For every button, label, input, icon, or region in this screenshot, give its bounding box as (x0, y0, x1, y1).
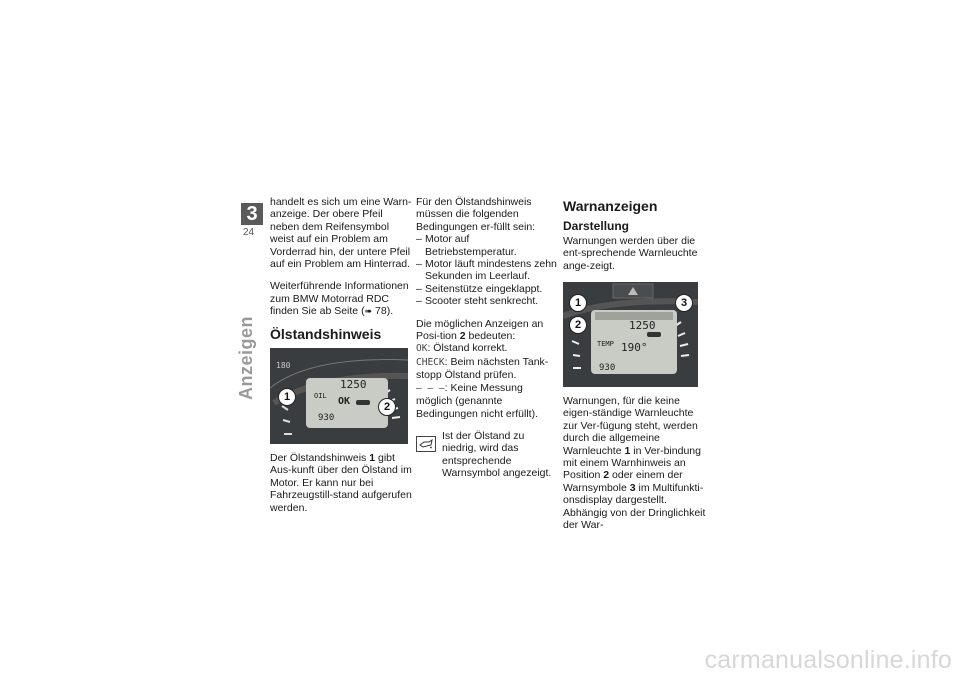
oil-can-icon (356, 400, 370, 405)
display-meaning-intro: Die möglichen Anzeigen an Posi-tion 2 bedeuten: (416, 317, 544, 343)
warnings-intro: Warnungen werden über die ent-sprechende Warnleuchte ange-zeigt. (563, 234, 698, 272)
lcd-temp-label: TEMP (597, 340, 614, 349)
section-heading-oil-level: Ölstandshinweis (270, 325, 382, 342)
page-reference-arrow-icon: ➠ (364, 306, 373, 317)
oil-can-icon (647, 332, 661, 337)
column-2 (416, 196, 561, 480)
watermark: carmanualsonline.info (704, 646, 952, 674)
lcd-odometer: 930 (318, 413, 335, 424)
oil-level-dashboard-figure (270, 348, 408, 444)
list-item: – Motor auf Betriebstemperatur. (416, 233, 561, 258)
lcd-ok-value: OK (338, 396, 351, 408)
conditions-intro: Für den Ölstandshinweis müssen die folgenden Bedingungen er-füllt sein: (416, 196, 536, 233)
list-item: – Scooter steht senkrecht. (416, 295, 561, 307)
callout-2: 2 (378, 398, 396, 416)
chapter-number: 3 (241, 203, 263, 225)
lcd-oil-label: OIL (314, 392, 327, 401)
warnings-description: Warnungen, für die keine eigen-ständige Warnleuchte zur Ver-fügung steht, werden durch die allgemeine Warnleuchte 1 in Ver-bindung mit einem Warnhinweis an Position 2 oder einem der Warnsymbole 3 im Multifunkti-onsdisplay dargestellt. Abhängig von der Dringlichkeit der War- (563, 395, 706, 532)
page-number: 24 (243, 227, 255, 238)
meaning-check: CHECK: Beim nächsten Tank-stopp Ölstand prüfen. (416, 355, 549, 382)
rdc-reference-paragraph: Weiterführende Informationen zum BMW Motorrad RDC finden Sie ab Seite (➠ 78). (270, 280, 409, 318)
callout-1: 1 (278, 388, 296, 406)
rdc-warning-paragraph: handelt es sich um eine Warn-anzeige. Der obere Pfeil neben dem Reifensymbol weist auf ein Problem am Vorderrad hin, der untere Pfeil auf ein Problem am Hinterrad. (270, 196, 412, 271)
callout-3: 3 (675, 294, 693, 312)
callout-2: 2 (569, 316, 587, 334)
column-1 (270, 196, 412, 524)
low-oil-note: Ist der Ölstand zu niedrig, wird das entsprechende Warnsymbol angezeigt. (416, 430, 561, 480)
column-3 (563, 196, 708, 542)
meaning-ok: OK: Ölstand korrekt. (416, 342, 508, 355)
warnings-dashboard-figure (563, 282, 698, 387)
speed-scale-label: 180 (276, 361, 291, 371)
lcd-top-value: 1250 (340, 378, 367, 392)
lcd-odometer: 930 (599, 363, 616, 374)
oil-warning-icon (416, 436, 436, 452)
subheading-display: Darstellung (563, 219, 630, 234)
lcd-temp-value: 190° (621, 341, 648, 355)
meaning-no-measurement: – – –: Keine Messung möglich (genannte Bedingungen nicht erfüllt). (416, 381, 538, 420)
list-item: – Motor läuft mindestens zehn Sekunden im Leerlauf. (416, 258, 561, 283)
conditions-list (416, 233, 561, 307)
section-heading-warnings: Warnanzeigen (563, 198, 658, 214)
list-item: – Seitenstütze eingeklappt. (416, 283, 561, 295)
lcd-top-value: 1250 (629, 319, 656, 333)
chapter-side-label: Anzeigen (236, 315, 256, 400)
oil-level-description: Der Ölstandshinweis 1 gibt Aus-kunft über den Ölstand im Motor. Er kann nur bei Fahrzeugstill-stand aufgerufen werden. (270, 452, 412, 514)
callout-1: 1 (569, 294, 587, 312)
